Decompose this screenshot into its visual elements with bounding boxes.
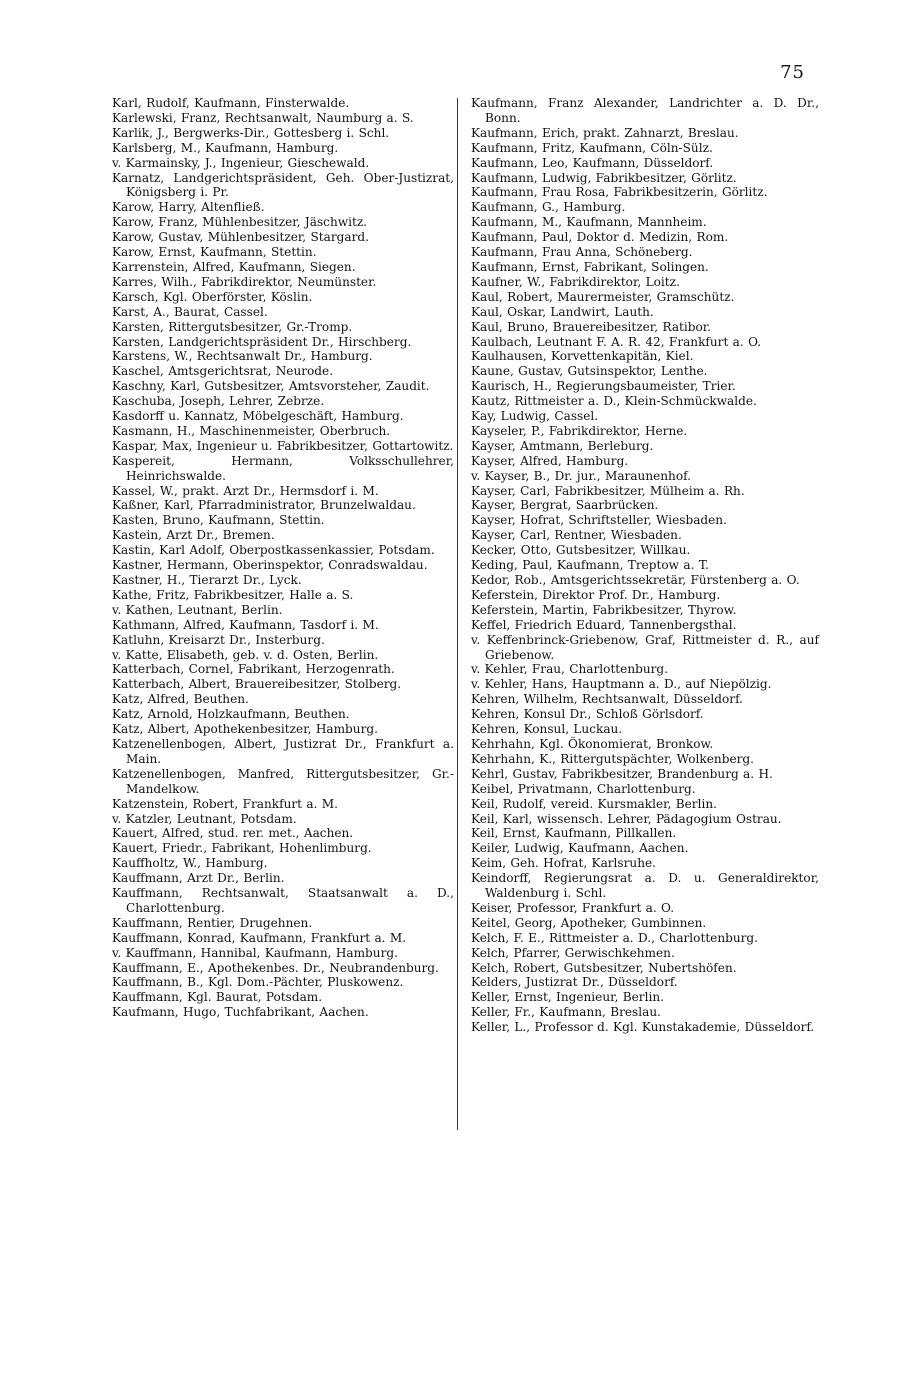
directory-entry: Keller, Ernst, Ingenieur, Berlin. [471,990,664,1005]
left-column [112,96,454,1020]
directory-entry: Kecker, Otto, Gutsbesitzer, Willkau. [471,543,691,558]
directory-entry: Katz, Albert, Apothekenbesitzer, Hamburg. [112,722,378,737]
directory-entry: Keiser, Professor, Frankfurt a. O. [471,900,675,915]
directory-entry: Katzenellenbogen, Manfred, Rittergutsbesitzer, Gr.-Mandelkow. [112,766,454,796]
directory-entry: Kehren, Wilhelm, Rechtsanwalt, Düsseldorf. [471,692,743,707]
directory-entry: Kehren, Konsul, Luckau. [471,722,623,737]
directory-entry: Kaufmann, Ernst, Fabrikant, Solingen. [471,259,709,274]
directory-entry: Keller, L., Professor d. Kgl. Kunstakademie, Düsseldorf. [471,1020,815,1035]
directory-entry: Kehren, Konsul Dr., Schloß Görlsdorf. [471,707,704,722]
directory-entry: Kasmann, H., Maschinenmeister, Oberbruch. [112,423,391,438]
directory-entry: v. Katzler, Leutnant, Potsdam. [112,811,297,826]
directory-entry: Keferstein, Martin, Fabrikbesitzer, Thyrow. [471,602,737,617]
directory-entry: Keil, Ernst, Kaufmann, Pillkallen. [471,826,677,841]
directory-entry: Karlewski, Franz, Rechtsanwalt, Naumburg a. S. [112,110,414,125]
directory-entry: Kaspar, Max, Ingenieur u. Fabrikbesitzer, Gottartowitz. [112,438,454,453]
directory-entry: Kayseler, P., Fabrikdirektor, Herne. [471,423,688,438]
directory-entry: Kathe, Fritz, Fabrikbesitzer, Halle a. S. [112,587,354,602]
directory-entry: Kehrhahn, K., Rittergutspächter, Wolkenberg. [471,751,754,766]
directory-entry: Kaschuba, Joseph, Lehrer, Zebrze. [112,394,325,409]
directory-entry: Kaune, Gustav, Gutsinspektor, Lenthe. [471,364,708,379]
directory-entry: Karst, A., Baurat, Cassel. [112,304,268,319]
directory-entry: Karow, Gustav, Mühlenbesitzer, Stargard. [112,230,369,245]
directory-entry: Kedor, Rob., Amtsgerichtssekretär, Fürstenberg a. O. [471,573,800,587]
directory-entry: Kaufmann, Hugo, Tuchfabrikant, Aachen. [112,1005,369,1020]
directory-entry: Katterbach, Albert, Brauereibesitzer, Stolberg. [112,677,402,692]
directory-entry: Keller, Fr., Kaufmann, Breslau. [471,1005,661,1020]
directory-entry: v. Karmainsky, J., Ingenieur, Gieschewald. [112,155,370,170]
directory-entry: Kastin, Karl Adolf, Oberpostkassenkassier, Potsdam. [112,543,435,558]
directory-entry: Kaufmann, M., Kaufmann, Mannheim. [471,215,707,230]
directory-entry: Kauffmann, B., Kgl. Dom.-Pächter, Pluskowenz. [112,975,404,990]
directory-entry: Kauffmann, Arzt Dr., Berlin. [112,871,285,886]
directory-entry: Kastein, Arzt Dr., Bremen. [112,528,275,543]
directory-entry: Kehrl, Gustav, Fabrikbesitzer, Brandenburg a. H. [471,766,773,781]
directory-entry: v. Katte, Elisabeth, geb. v. d. Osten, Berlin. [112,647,379,662]
directory-entry: Kaufmann, Paul, Doktor d. Medizin, Rom. [471,230,729,245]
directory-entry: Kaufmann, G., Hamburg. [471,200,626,215]
directory-entry: Kauffmann, Konrad, Kaufmann, Frankfurt a. M. [112,930,407,945]
directory-entry: Kaul, Bruno, Brauereibesitzer, Ratibor. [471,319,712,334]
directory-entry: Kayser, Amtmann, Berleburg. [471,438,654,453]
directory-entry: Keferstein, Direktor Prof. Dr., Hamburg. [471,587,721,602]
directory-entry: v. Kathen, Leutnant, Berlin. [112,602,283,617]
directory-entry: v. Kayser, B., Dr. jur., Maraunenhof. [471,468,692,483]
directory-entry: Kelders, Justizrat Dr., Düsseldorf. [471,975,678,990]
directory-entry: Keffel, Friedrich Eduard, Tannenbergsthal. [471,617,737,632]
directory-entry: Katz, Arnold, Holzkaufmann, Beuthen. [112,707,350,722]
directory-entry: Kauert, Friedr., Fabrikant, Hohenlimburg. [112,841,372,856]
directory-entry: Kelch, Robert, Gutsbesitzer, Nubertshöfen. [471,960,737,975]
directory-entry: Katluhn, Kreisarzt Dr., Insterburg. [112,632,325,647]
directory-entry: Katterbach, Cornel, Fabrikant, Herzogenrath. [112,662,395,677]
directory-entry: Kaurisch, H., Regierungsbaumeister, Trier. [471,379,736,394]
directory-entry: Kelch, Pfarrer, Gerwischkehmen. [471,945,675,960]
directory-entry: v. Kehler, Frau, Charlottenburg. [471,662,669,677]
directory-entry: v. Keffenbrinck-Griebenow, Graf, Rittmeister d. R., auf Griebenow. [471,632,819,662]
directory-entry: Karsten, Landgerichtspräsident Dr., Hirschberg. [112,334,412,349]
directory-entry: Kaufmann, Frau Anna, Schöneberg. [471,245,693,260]
directory-entry: Katzenellenbogen, Albert, Justizrat Dr., Frankfurt a. Main. [112,736,454,766]
directory-entry: Keim, Geh. Hofrat, Karlsruhe. [471,856,656,871]
directory-entry: Kaulbach, Leutnant F. A. R. 42, Frankfurt a. O. [471,334,762,349]
directory-entry: Kayser, Carl, Rentner, Wiesbaden. [471,528,682,543]
directory-entry: Kauffholtz, W., Hamburg. [112,856,268,871]
column-divider [457,98,458,1130]
directory-entry: Karres, Wilh., Fabrikdirektor, Neumünster. [112,274,377,289]
directory-entry: Kaufmann, Leo, Kaufmann, Düsseldorf. [471,155,714,170]
directory-entry: Keindorff, Regierungsrat a. D. u. Generaldirektor, Waldenburg i. Schl. [471,871,819,901]
directory-entry: Karl, Rudolf, Kaufmann, Finsterwalde. [112,96,350,110]
directory-entry: Kayser, Carl, Fabrikbesitzer, Mülheim a. Rh. [471,483,745,498]
right-column [471,96,819,1035]
directory-entry: Kasdorff u. Kannatz, Möbelgeschäft, Hamburg. [112,409,404,424]
directory-entry: Kaul, Oskar, Landwirt, Lauth. [471,304,654,319]
directory-entry: Karlsberg, M., Kaufmann, Hamburg. [112,140,339,155]
directory-entry: Keil, Rudolf, vereid. Kursmakler, Berlin. [471,796,717,811]
directory-entry: Keiler, Ludwig, Kaufmann, Aachen. [471,841,689,856]
directory-entry: Kauffmann, Rentier, Drugehnen. [112,915,313,930]
directory-entry: Kaufmann, Fritz, Kaufmann, Cöln-Sülz. [471,140,713,155]
directory-entry: v. Kehler, Hans, Hauptmann a. D., auf Niepölzig. [471,677,772,692]
directory-entry: Kaschel, Amtsgerichtsrat, Neurode. [112,364,334,379]
directory-entry: Kay, Ludwig, Cassel. [471,409,599,424]
directory-entry: Kasten, Bruno, Kaufmann, Stettin. [112,513,325,528]
directory-entry: Keitel, Georg, Apotheker, Gumbinnen. [471,915,707,930]
directory-entry: Kauffmann, E., Apothekenbes. Dr., Neubrandenburg. [112,960,439,975]
directory-entry: Kaufner, W., Fabrikdirektor, Loitz. [471,274,680,289]
directory-entry: Keil, Karl, wissensch. Lehrer, Pädagogium Ostrau. [471,811,782,826]
directory-entry: Kaufmann, Erich, prakt. Zahnarzt, Breslau. [471,125,739,140]
directory-entry: Karstens, W., Rechtsanwalt Dr., Hamburg. [112,349,373,364]
directory-entry: Kaspereit, Hermann, Volksschullehrer, Heinrichswalde. [112,453,454,483]
directory-entry: Kehrhahn, Kgl. Ökonomierat, Bronkow. [471,736,714,751]
directory-entry: Kaßner, Karl, Pfarradministrator, Brunzelwaldau. [112,498,416,513]
directory-entry: Karow, Ernst, Kaufmann, Stettin. [112,245,317,260]
directory-entry: Kaul, Robert, Maurermeister, Gramschütz. [471,289,735,304]
directory-entry: Karrenstein, Alfred, Kaufmann, Siegen. [112,259,356,274]
directory-entry: Kaufmann, Franz Alexander, Landrichter a. D. Dr., Bonn. [471,96,819,125]
directory-entry: Kelch, F. E., Rittmeister a. D., Charlottenburg. [471,930,759,945]
directory-entry: Kassel, W., prakt. Arzt Dr., Hermsdorf i. M. [112,483,379,498]
directory-entry: v. Kauffmann, Hannibal, Kaufmann, Hamburg. [112,945,398,960]
directory-entry: Kaulhausen, Korvettenkapitän, Kiel. [471,349,694,364]
directory-entry: Kastner, H., Tierarzt Dr., Lyck. [112,573,302,587]
directory-entry: Karow, Harry, Altenfließ. [112,200,265,215]
directory-entry: Kayser, Hofrat, Schriftsteller, Wiesbaden. [471,513,727,528]
directory-entry: Karnatz, Landgerichtspräsident, Geh. Ober-Justizrat, Königsberg i. Pr. [112,170,454,200]
directory-entry: Kathmann, Alfred, Kaufmann, Tasdorf i. M. [112,617,379,632]
directory-entry: Katz, Alfred, Beuthen. [112,692,249,707]
directory-entry: Karsten, Rittergutsbesitzer, Gr.-Tromp. [112,319,353,334]
directory-entry: Kaufmann, Frau Rosa, Fabrikbesitzerin, Görlitz. [471,185,768,200]
directory-entry: Kauert, Alfred, stud. rer. met., Aachen. [112,826,354,841]
directory-entry: Karow, Franz, Mühlenbesitzer, Jäschwitz. [112,215,368,230]
directory-entry: Kaufmann, Ludwig, Fabrikbesitzer, Görlitz. [471,170,737,185]
directory-entry: Keding, Paul, Kaufmann, Treptow a. T. [471,558,709,573]
directory-entry: Karlik, J., Bergwerks-Dir., Gottesberg i. Schl. [112,125,390,140]
directory-entry: Katzenstein, Robert, Frankfurt a. M. [112,796,338,811]
directory-entry: Kautz, Rittmeister a. D., Klein-Schmückwalde. [471,394,757,409]
directory-entry: Kauffmann, Kgl. Baurat, Potsdam. [112,990,323,1005]
directory-entry: Keibel, Privatmann, Charlottenburg. [471,781,696,796]
directory-entry: Kaschny, Karl, Gutsbesitzer, Amtsvorsteher, Zaudit. [112,379,430,394]
directory-entry: Kayser, Alfred, Hamburg. [471,453,629,468]
directory-entry: Kayser, Bergrat, Saarbrücken. [471,498,659,513]
directory-entry: Kauffmann, Rechtsanwalt, Staatsanwalt a. D., Charlottenburg. [112,886,454,915]
directory-entry: Kastner, Hermann, Oberinspektor, Conradswaldau. [112,558,428,573]
page-number: 75 [780,62,805,83]
directory-entry: Karsch, Kgl. Oberförster, Köslin. [112,289,313,304]
